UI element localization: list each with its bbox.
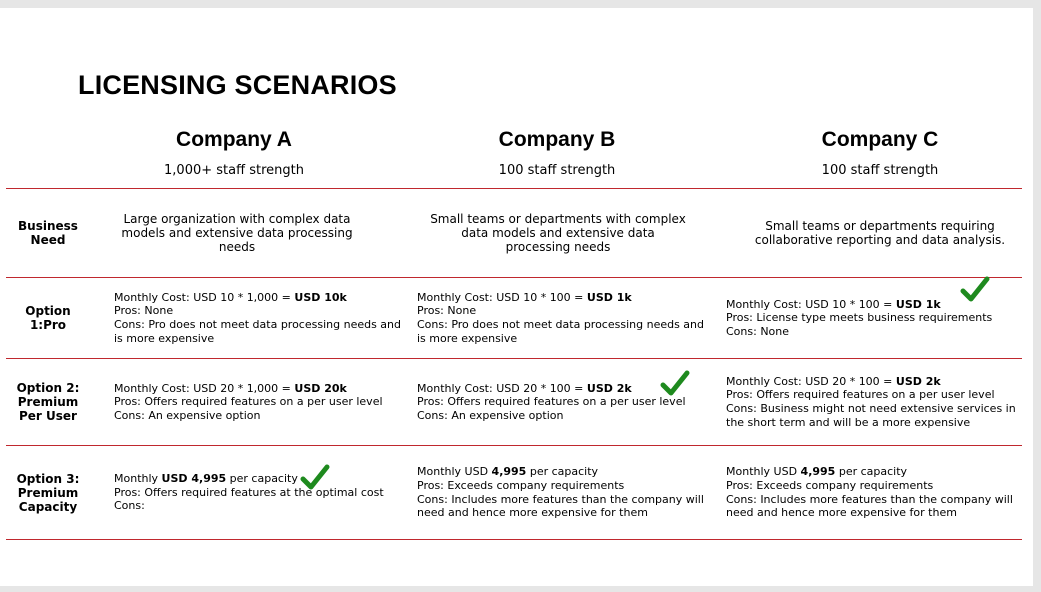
pros-line: Pros: Exceeds company requirements xyxy=(726,478,934,492)
pros-line: Pros: None xyxy=(114,304,174,318)
company-c-staff: 100 staff strength xyxy=(821,163,939,178)
row-label-option-1: Option 1:Pro xyxy=(25,304,71,332)
cost-total: USD 10k xyxy=(294,290,347,304)
option-1-company-b xyxy=(417,278,707,358)
divider xyxy=(6,539,1022,540)
cost-total: 4,995 xyxy=(491,465,527,479)
cost-total: USD 2k xyxy=(895,374,941,388)
pros-line: Pros: License type meets business requirements xyxy=(726,311,993,325)
checkmark-icon xyxy=(300,464,330,492)
cost-suffix: per capacity xyxy=(226,472,298,486)
company-b-staff: 100 staff strength xyxy=(498,163,616,178)
cost-text: Monthly Cost: USD 10 * 100 = xyxy=(417,290,587,304)
cost-total: 4,995 xyxy=(800,465,836,479)
checkmark-icon xyxy=(660,370,690,398)
option-3-company-a xyxy=(114,446,404,539)
option-3-company-b xyxy=(417,446,707,539)
company-a-name: Company A xyxy=(176,128,292,151)
cost-text: Monthly USD xyxy=(726,465,801,479)
cost-text: Monthly Cost: USD 20 * 100 = xyxy=(726,374,896,388)
cost-suffix: per capacity xyxy=(526,465,599,479)
pros-line: Pros: Exceeds company requirements xyxy=(417,478,625,492)
cost-text: Monthly Cost: USD 20 * 100 = xyxy=(417,381,587,395)
option-1-company-a xyxy=(114,278,404,358)
cons-line: Cons: Pro does not meet data processing needs and is more expensive xyxy=(114,318,402,345)
cons-line: Cons: None xyxy=(726,324,790,338)
cons-line: Cons: An expensive option xyxy=(417,408,564,422)
cost-line xyxy=(114,291,404,305)
slide xyxy=(0,8,1033,586)
cons-line: Cons: Includes more features than the company will need and hence more expensive for them xyxy=(726,492,1013,520)
cons-line: Cons: Includes more features than the company will need and hence more expensive for them xyxy=(417,492,704,520)
cons-line: Cons: xyxy=(114,499,145,513)
cost-text: Monthly USD xyxy=(417,465,492,479)
cost-total: USD 20k xyxy=(294,381,347,395)
checkmark-icon xyxy=(960,276,990,304)
company-b-name: Company B xyxy=(498,128,616,151)
pros-line: Pros: None xyxy=(417,304,477,318)
row-label-business-need: Business Need xyxy=(18,219,78,247)
pros-line: Pros: Offers required features on a per user level xyxy=(114,395,383,409)
cost-total: USD 1k xyxy=(895,297,941,311)
cost-line xyxy=(417,465,707,479)
need-company-c: Small teams or departments requiring collaborative reporting and data analysis. xyxy=(754,219,1006,247)
option-3-company-c xyxy=(726,446,1021,539)
cost-line xyxy=(417,291,707,305)
cost-line xyxy=(114,472,404,486)
pros-line: Pros: Offers required features on a per user level xyxy=(417,395,686,409)
company-b-header xyxy=(407,128,707,179)
cost-text: Monthly Cost: USD 10 * 100 = xyxy=(726,297,896,311)
cost-line xyxy=(726,375,1021,389)
cons-line: Cons: Pro does not meet data processing needs and is more expensive xyxy=(417,318,705,345)
need-company-a: Large organization with complex data models and extensive data processing needs xyxy=(121,212,353,254)
cons-line: Cons: An expensive option xyxy=(114,408,261,422)
cost-text: Monthly Cost: USD 10 * 1,000 = xyxy=(114,290,295,304)
cost-suffix: per capacity xyxy=(835,465,908,479)
company-c-name: Company C xyxy=(821,128,939,151)
cost-text: Monthly xyxy=(114,472,162,486)
page-title: LICENSING SCENARIOS xyxy=(78,70,397,100)
row-label-option-3: Option 3: Premium Capacity xyxy=(16,471,80,514)
row-label-option-2: Option 2: Premium Per User xyxy=(16,381,80,423)
company-a-staff: 1,000+ staff strength xyxy=(164,163,304,178)
option-2-company-a xyxy=(114,359,404,445)
cost-total: USD 1k xyxy=(586,290,632,304)
company-c-header xyxy=(730,128,1030,179)
cost-line xyxy=(726,465,1021,479)
pros-line: Pros: Offers required features at the optimal cost xyxy=(114,485,384,499)
cost-text: Monthly Cost: USD 20 * 1,000 = xyxy=(114,381,295,395)
need-company-b: Small teams or departments with complex data models and extensive data processing needs xyxy=(430,212,686,254)
cost-total: USD 4,995 xyxy=(161,472,227,486)
option-2-company-c xyxy=(726,359,1021,445)
pros-line: Pros: Offers required features on a per user level xyxy=(726,388,995,402)
cons-line: Cons: Business might not need extensive services in the short term and will be a more expensive xyxy=(726,402,1016,429)
company-a-header xyxy=(84,128,384,179)
cost-line xyxy=(114,382,404,396)
cost-total: USD 2k xyxy=(586,381,632,395)
